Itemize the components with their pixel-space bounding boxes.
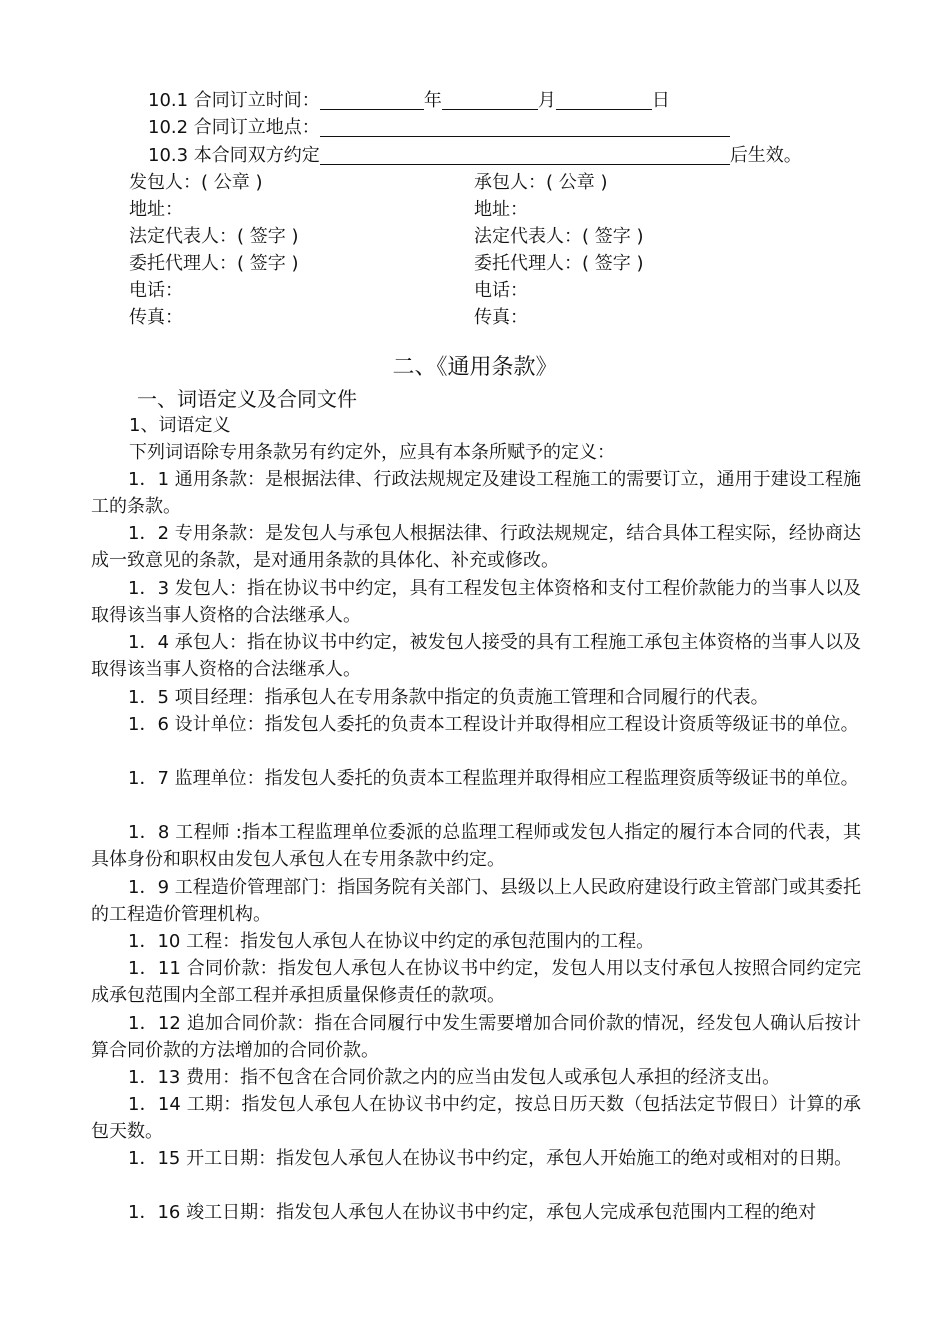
party-right-address: 地址： [474, 199, 528, 220]
month-label: 月 [537, 90, 556, 111]
contract-place-line [148, 117, 730, 139]
month-blank [442, 91, 538, 110]
definition-1-11: 1．11 合同价款：指发包人承包人在协议书中约定，发包人用以支付承包人按照合同约定完成承包范围内全部工程并承担质量保修责任的款项。 [91, 958, 861, 1006]
contract-date-line [148, 90, 670, 112]
party-left-agent: 委托代理人：( 签字 ) [129, 253, 299, 274]
definition-1-1: 1．1 通用条款：是根据法律、行政法规规定及建设工程施工的需要订立，通用于建设工程施工的条款。 [91, 469, 861, 517]
definition-1-14: 1．14 工期：指发包人承包人在协议书中约定，按总日历天数（包括法定节假日）计算的承包天数。 [91, 1094, 861, 1142]
definition-1-7: 1．7 监理单位：指发包人委托的负责本工程监理并取得相应工程监理资质等级证书的单位。 [128, 768, 859, 789]
party-left-phone: 电话： [129, 280, 183, 301]
effective-label: 10.3 本合同双方约定 [148, 145, 320, 166]
definition-1-9: 1．9 工程造价管理部门：指国务院有关部门、县级以上人民政府建设行政主管部门或其委托的工程造价管理机构。 [91, 877, 861, 925]
section-heading: 一、词语定义及合同文件 [137, 387, 357, 411]
party-left-address: 地址： [129, 199, 183, 220]
definition-1-4: 1．4 承包人：指在协议书中约定，被发包人接受的具有工程施工承包主体资格的当事人以及取得该当事人资格的合法继承人。 [91, 632, 861, 680]
definition-1-3: 1．3 发包人：指在协议书中约定，具有工程发包主体资格和支付工程价款能力的当事人以及取得该当事人资格的合法继承人。 [91, 578, 861, 626]
contract-date-label: 10.1 合同订立时间： [148, 90, 320, 111]
definition-1-12: 1．12 追加合同价款：指在合同履行中发生需要增加合同价款的情况，经发包人确认后按计算合同价款的方法增加的合同价款。 [91, 1013, 861, 1061]
definition-1-6: 1．6 设计单位：指发包人委托的负责本工程设计并取得相应工程设计资质等级证书的单位。 [128, 714, 859, 735]
party-left-employer: 发包人：( 公章 ) [129, 172, 263, 193]
definition-1-10: 1．10 工程：指发包人承包人在协议中约定的承包范围内的工程。 [128, 931, 655, 952]
party-right-legal-rep: 法定代表人：( 签字 ) [474, 226, 644, 247]
party-right-phone: 电话： [474, 280, 528, 301]
party-right-agent: 委托代理人：( 签字 ) [474, 253, 644, 274]
effective-blank [320, 146, 730, 165]
effective-suffix: 后生效。 [729, 145, 802, 166]
definition-1-16: 1．16 竣工日期：指发包人承包人在协议书中约定，承包人完成承包范围内工程的绝对 [128, 1202, 817, 1223]
party-left-fax: 传真： [129, 307, 183, 328]
party-right-contractor: 承包人：( 公章 ) [474, 172, 608, 193]
effective-line [148, 145, 802, 167]
definition-1-15: 1．15 开工日期：指发包人承包人在协议书中约定，承包人开始施工的绝对或相对的日期。 [128, 1148, 853, 1169]
subsection-heading: 1、词语定义 [129, 415, 231, 436]
year-label: 年 [423, 90, 442, 111]
day-blank [556, 91, 652, 110]
definition-1-2: 1．2 专用条款：是发包人与承包人根据法律、行政法规规定，结合具体工程实际，经协商达成一致意见的条款，是对通用条款的具体化、补充或修改。 [91, 523, 861, 571]
definition-1-13: 1．13 费用：指不包含在合同价款之内的应当由发包人或承包人承担的经济支出。 [128, 1067, 781, 1088]
intro-text: 下列词语除专用条款另有约定外，应具有本条所赋予的定义： [129, 442, 615, 463]
definition-1-5: 1．5 项目经理：指承包人在专用条款中指定的负责施工管理和合同履行的代表。 [128, 687, 769, 708]
party-right-fax: 传真： [474, 307, 528, 328]
place-blank [320, 118, 730, 137]
page-title: 二、《通用条款》 [392, 355, 558, 380]
party-left-legal-rep: 法定代表人：( 签字 ) [129, 226, 299, 247]
contract-place-label: 10.2 合同订立地点： [148, 117, 320, 138]
definition-1-8: 1．8 工程师 :指本工程监理单位委派的总监理工程师或发包人指定的履行本合同的代表，其具体身份和职权由发包人承包人在专用条款中约定。 [91, 822, 861, 870]
year-blank [320, 91, 424, 110]
day-label: 日 [651, 90, 670, 111]
